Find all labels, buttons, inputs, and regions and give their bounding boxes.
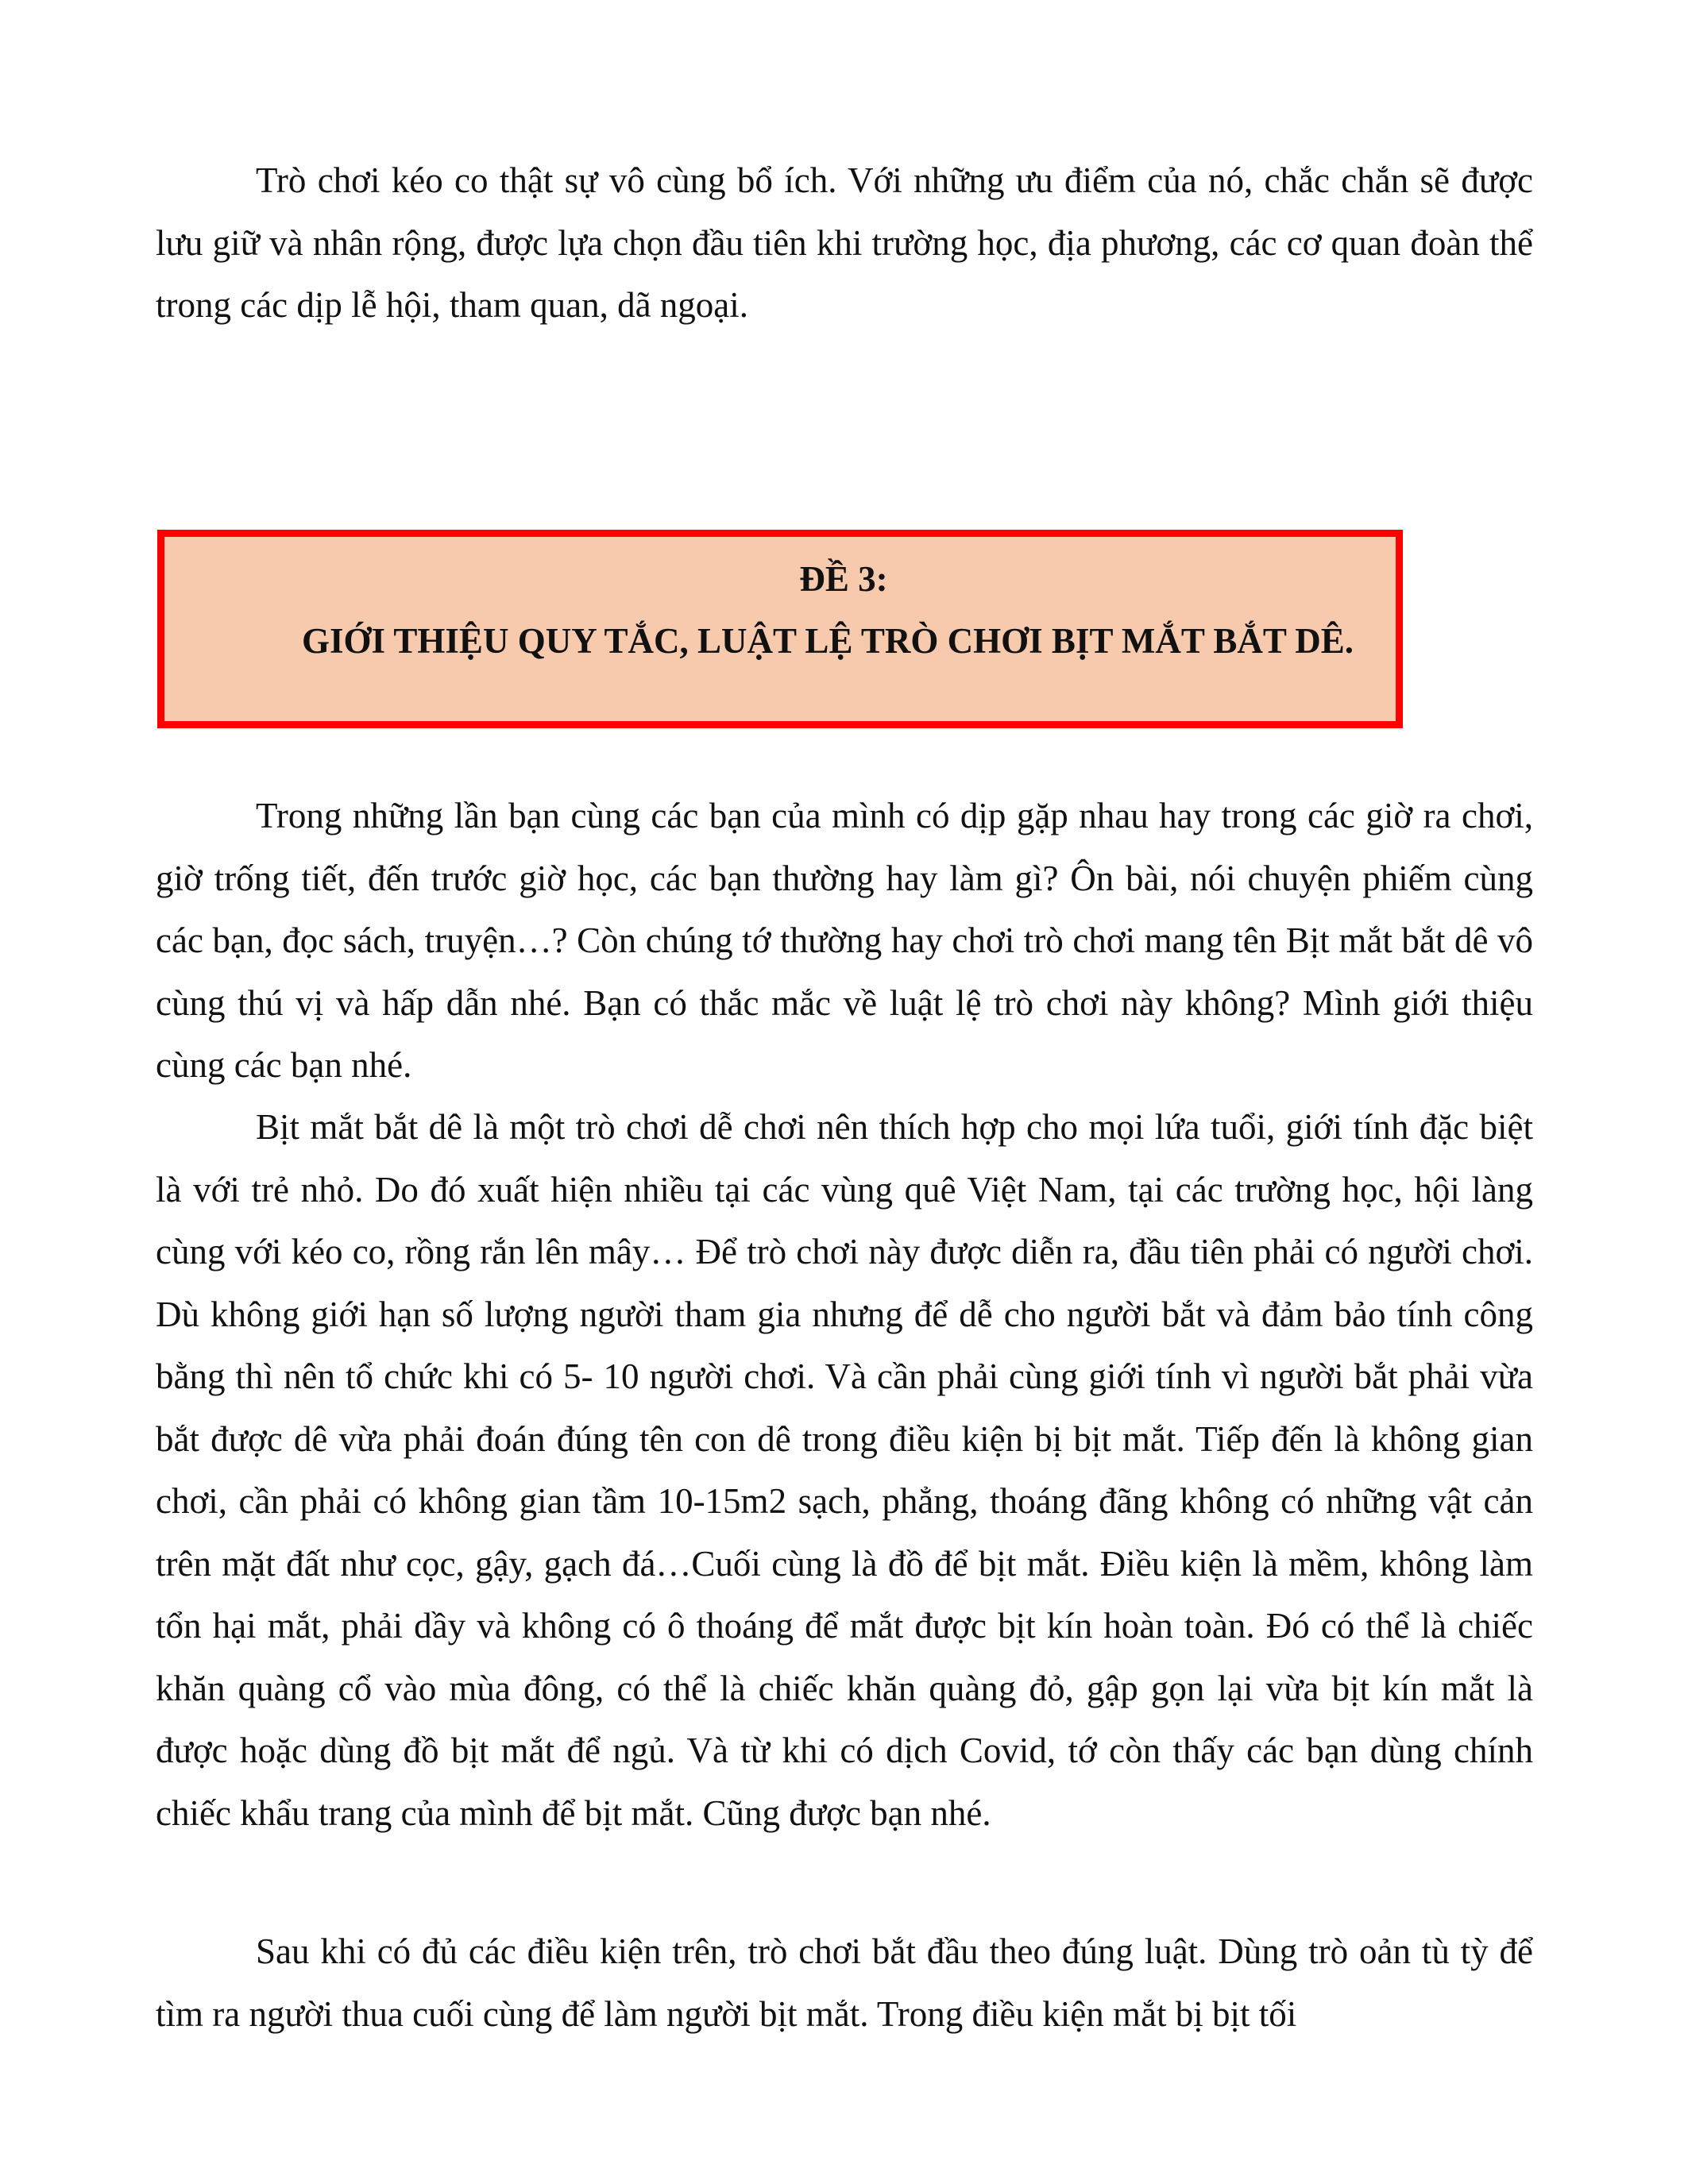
heading-box [157, 530, 1403, 728]
intro-paragraph: Trò chơi kéo co thật sự vô cùng bổ ích. Với những ưu điểm của nó, chắc chắn sẽ được lưu giữ và nhân rộng, được lựa chọn đầu tiên khi trường học, địa phương, các cơ quan đoàn thể trong các dịp lễ hội, tham quan, dã ngoại. [156, 160, 1533, 325]
body-paragraph-1: Trong những lần bạn cùng các bạn của mình có dịp gặp nhau hay trong các giờ ra chơi, giờ trống tiết, đến trước giờ học, các bạn thường hay làm gì? Ôn bài, nói chuyện phiếm cùng các bạn, đọc sách, truyện…? Còn chúng tớ thường hay chơi trò chơi mang tên Bịt mắt bắt dê vô cùng thú vị và hấp dẫn nhé. Bạn có thắc mắc về luật lệ trò chơi này không? Mình giới thiệu cùng các bạn nhé. [156, 796, 1533, 1085]
heading-label: ĐỀ 3: [799, 559, 888, 599]
body-paragraph-3: Sau khi có đủ các điều kiện trên, trò chơi bắt đầu theo đúng luật. Dùng trò oản tù tỳ để tìm ra người thua cuối cùng để làm người bịt mắt. Trong điều kiện mắt bị bịt tối [156, 1931, 1533, 2034]
body-paragraph-2: Bịt mắt bắt dê là một trò chơi dễ chơi nên thích hợp cho mọi lứa tuổi, giới tính đặc biệt là với trẻ nhỏ. Do đó xuất hiện nhiều tại các vùng quê Việt Nam, tại các trường học, hội làng cùng với kéo co, rồng rắn lên mây… Để trò chơi này được diễn ra, đầu tiên phải có người chơi. Dù không giới hạn số lượng người tham gia nhưng để dễ cho người bắt và đảm bảo tính công bằng thì nên tổ chức khi có 5- 10 người chơi. Và cần phải cùng giới tính vì người bắt phải vừa bắt được dê vừa phải đoán đúng tên con dê trong điều kiện bị bịt mắt. Tiếp đến là không gian chơi, cần phải có không gian tầm 10-15m2 sạch, phẳng, thoáng đãng không có những vật cản trên mặt đất như cọc, gậy, gạch đá…Cuối cùng là đồ để bịt mắt. Điều kiện là mềm, không làm tổn hại mắt, phải dầy và không có ô thoáng để mắt được bịt kín hoàn toàn. Đó có thể là chiếc khăn quàng cổ vào mùa đông, có thể là chiếc khăn quàng đỏ, gập gọn lại vừa bịt kín mắt là được hoặc dùng đồ bịt mắt để ngủ. Và từ khi có dịch Covid, tớ còn thấy các bạn dùng chính chiếc khẩu trang của mình để bịt mắt. Cũng được bạn nhé. [156, 1107, 1533, 1833]
heading-title: GIỚI THIỆU QUY TẮC, LUẬT LỆ TRÒ CHƠI BỊT MẮT BẮT DÊ. [301, 621, 1354, 661]
